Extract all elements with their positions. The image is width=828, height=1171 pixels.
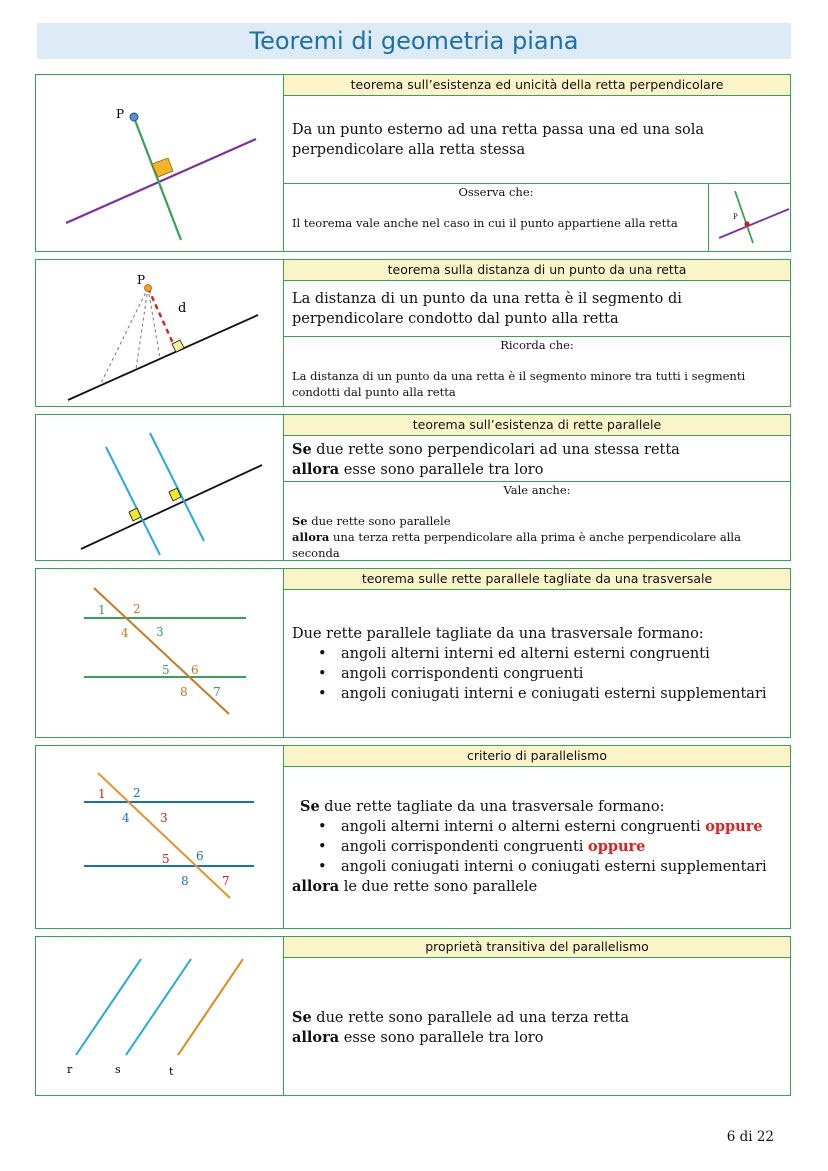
bullet-text: angoli alterni interni o alterni esterni congruenti (341, 819, 706, 835)
parallel-line-1 (106, 447, 160, 555)
label-r: r (67, 1063, 73, 1076)
right-angle-mark (172, 340, 184, 352)
oppure-word: oppure (588, 838, 646, 855)
purple-line (66, 139, 256, 223)
figure-transversal (36, 569, 284, 737)
line-r (76, 959, 141, 1055)
section-header: teorema sulla distanza di un punto da una retta (284, 260, 790, 281)
section-transitive-parallelism (35, 936, 791, 1096)
bold-se: Se (292, 441, 312, 458)
point-p (130, 113, 138, 121)
perpendicular-diagram (36, 75, 284, 253)
figure-parallels-perpendicular (36, 415, 284, 560)
figure-criterion (36, 746, 284, 928)
section-header: criterio di parallelismo (284, 746, 790, 767)
label-t: t (169, 1065, 174, 1078)
angle-label-5: 5 (162, 852, 170, 866)
text-part: esse sono parallele tra loro (339, 462, 544, 478)
bullet-list (292, 644, 782, 704)
section-distance-point-line (35, 259, 791, 407)
small-label-p: P (733, 213, 738, 221)
parallels-perpendicular-diagram (36, 415, 284, 562)
criterion-diagram (36, 746, 284, 930)
line-t (178, 959, 243, 1055)
distance-diagram (36, 260, 284, 408)
figure-distance (36, 260, 284, 406)
green-perpendicular (133, 115, 181, 240)
angle-label-1: 1 (98, 787, 106, 801)
angle-label-6: 6 (191, 663, 199, 677)
bold-allora: allora (292, 461, 340, 478)
page-number: 6 di 22 (726, 1129, 774, 1145)
small-purple-line (719, 209, 789, 238)
section-text (292, 440, 782, 480)
small-perpendicular-diagram (709, 183, 793, 251)
text-part: due rette sono perpendicolari ad una stessa retta (311, 442, 680, 458)
right-angle-mark (129, 508, 141, 521)
note-text (292, 513, 782, 561)
section-parallels-transversal (35, 568, 791, 738)
point-p (145, 285, 152, 292)
text-part: due rette tagliate da una trasversale formano: (319, 799, 665, 815)
section-header: proprietà transitiva del parallelismo (284, 937, 790, 958)
distance-segment (148, 288, 176, 350)
text-part: due rette sono parallele (307, 514, 451, 528)
transversal-diagram (36, 569, 284, 739)
note-text: La distanza di un punto da una retta è il segmento minore tra tutti i segmenti condotti dal punto alla retta (292, 369, 746, 399)
separator (284, 481, 790, 482)
bullet-item: • angoli corrispondenti congruenti (292, 664, 782, 684)
note-title: Ricorda che: (500, 338, 574, 352)
angle-label-3: 3 (156, 625, 164, 639)
section-header: teorema sull’esistenza di rette parallele (284, 415, 790, 436)
bold-allora: allora (292, 1029, 340, 1046)
bold-se: Se (292, 514, 308, 528)
angle-label-6: 6 (196, 849, 204, 863)
bold-allora: allora (292, 878, 340, 895)
intro-text: Due rette parallele tagliate da una trasversale formano: (292, 626, 704, 642)
angle-label-1: 1 (98, 603, 106, 617)
label-p: P (137, 273, 146, 287)
angle-label-5: 5 (162, 663, 170, 677)
transversal-line (98, 773, 230, 898)
bullet-text: angoli corrispondenti congruenti (341, 839, 589, 855)
section-perpendicular-uniqueness (35, 74, 791, 252)
note-text: Il teorema vale anche nel caso in cui il punto appartiene alla retta (292, 216, 678, 230)
transitive-diagram (36, 937, 284, 1097)
section-header: teorema sulle rette parallele tagliate da una trasversale (284, 569, 790, 590)
angle-label-8: 8 (180, 685, 188, 699)
section-text (292, 624, 782, 704)
base-line (68, 315, 258, 400)
bullet-text: angoli coniugati interni o coniugati esterni supplementari (341, 859, 767, 875)
bullet-item: • angoli alterni interni ed alterni esterni congruenti (292, 644, 782, 664)
label-s: s (115, 1063, 121, 1076)
text-part: una terza retta perpendicolare alla prima è anche perpendicolare alla seconda (292, 530, 741, 560)
label-d: d (178, 301, 187, 316)
note-title: Osserva che: (458, 185, 534, 199)
title-bar (37, 23, 791, 59)
section-parallelism-criterion (35, 745, 791, 929)
bold-se: Se (300, 798, 320, 815)
separator (284, 336, 790, 337)
bullet-item: • angoli coniugati interni e coniugati esterni supplementari (292, 684, 782, 704)
angle-label-7: 7 (213, 685, 221, 699)
angle-label-2: 2 (133, 786, 141, 800)
section-text (292, 1008, 782, 1048)
angle-label-4: 4 (121, 626, 129, 640)
section-existence-parallels (35, 414, 791, 561)
parallel-line-2 (150, 433, 204, 541)
section-text (292, 797, 782, 897)
section-header: teorema sull’esistenza ed unicità della retta perpendicolare (284, 75, 790, 96)
figure-transitive (36, 937, 284, 1095)
transversal-line (94, 588, 229, 714)
bullet-item (292, 837, 782, 857)
section-text: La distanza di un punto da una retta è il segmento di perpendicolare condotto dal punto alla retta (292, 291, 682, 327)
small-figure (708, 183, 793, 251)
bullet-item (292, 857, 782, 877)
text-part: esse sono parallele tra loro (339, 1030, 544, 1046)
note-title: Vale anche: (503, 483, 571, 497)
oppure-word: oppure (705, 818, 763, 835)
angle-label-3: 3 (160, 811, 168, 825)
bold-allora: allora (292, 530, 330, 544)
section-text: Da un punto esterno ad una retta passa una ed una sola perpendicolare alla retta stessa (292, 122, 705, 158)
small-point-p (744, 221, 749, 226)
bold-se: Se (292, 1009, 312, 1026)
text-part: due rette sono parallele ad una terza retta (311, 1010, 630, 1026)
angle-label-4: 4 (122, 811, 130, 825)
angle-label-8: 8 (181, 874, 189, 888)
text-part: le due rette sono parallele (339, 879, 538, 895)
line-s (126, 959, 191, 1055)
page-title: Teoremi di geometria piana (249, 27, 579, 55)
bullet-list (292, 817, 782, 877)
angle-label-7: 7 (222, 874, 230, 888)
bullet-item (292, 817, 782, 837)
label-p: P (116, 107, 125, 121)
angle-label-2: 2 (133, 602, 141, 616)
figure-perpendicular (36, 75, 284, 251)
